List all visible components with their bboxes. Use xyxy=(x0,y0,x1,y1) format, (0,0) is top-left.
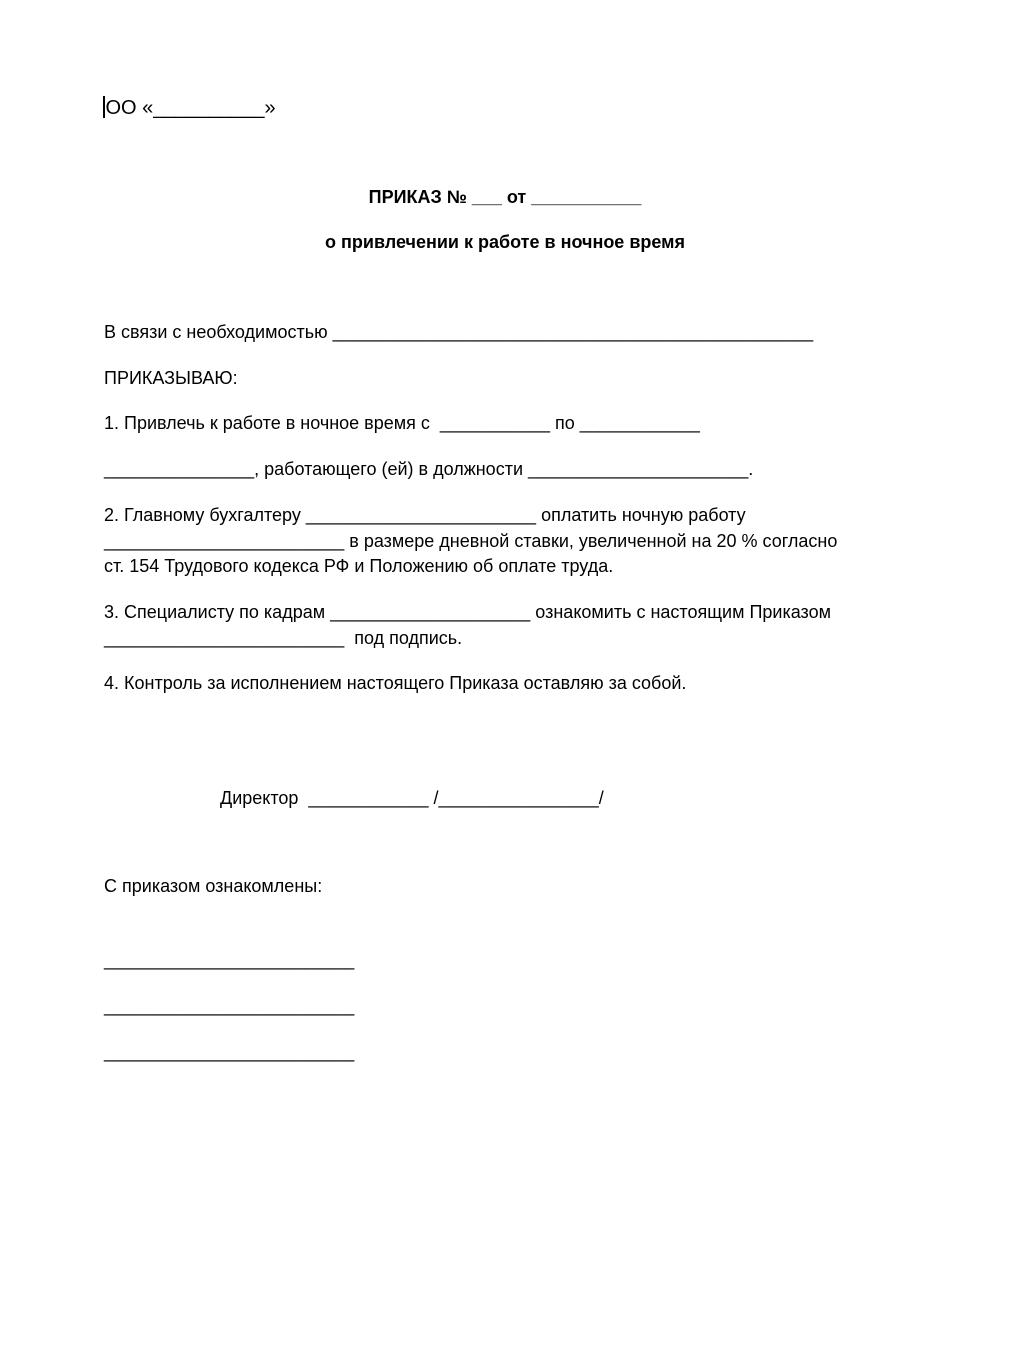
item-2-line-2: ________________________ в размере дневной ставки, увеличенной на 20 % согласно xyxy=(104,531,838,551)
acquainted-label: С приказом ознакомлены: xyxy=(104,876,323,896)
organization-text: ОО «__________» xyxy=(105,97,276,119)
text-cursor xyxy=(103,96,105,118)
item-1-line-1: 1. Привлечь к работе в ночное время с ___________ по ____________ xyxy=(104,413,700,433)
item-2-line-3: ст. 154 Трудового кодекса РФ и Положению об оплате труда. xyxy=(104,556,614,576)
item-3-line-1: 3. Специалисту по кадрам ____________________ ознакомить с настоящим Приказом xyxy=(104,602,831,622)
order-word: ПРИКАЗЫВАЮ: xyxy=(104,368,238,388)
director-signature-line: Директор ____________ /________________/ xyxy=(220,788,604,808)
signature-line: _________________________ xyxy=(104,1042,355,1062)
order-subtitle: о привлечении к работе в ночное время xyxy=(325,232,685,252)
necessity-line: В связи с необходимостью ________________________________________________ xyxy=(104,322,814,342)
signature-line: _________________________ xyxy=(104,996,355,1016)
organization-line xyxy=(103,96,276,120)
item-3-line-2: ________________________ под подпись. xyxy=(104,628,463,648)
item-4-line: 4. Контроль за исполнением настоящего Приказа оставляю за собой. xyxy=(104,673,687,693)
signature-line: _________________________ xyxy=(104,950,355,970)
item-2-line-1: 2. Главному бухгалтеру _______________________ оплатить ночную работу xyxy=(104,505,746,525)
order-title: ПРИКАЗ № ___ от ___________ xyxy=(368,187,642,207)
item-1-line-2: _______________, работающего (ей) в должности ______________________. xyxy=(104,459,754,479)
